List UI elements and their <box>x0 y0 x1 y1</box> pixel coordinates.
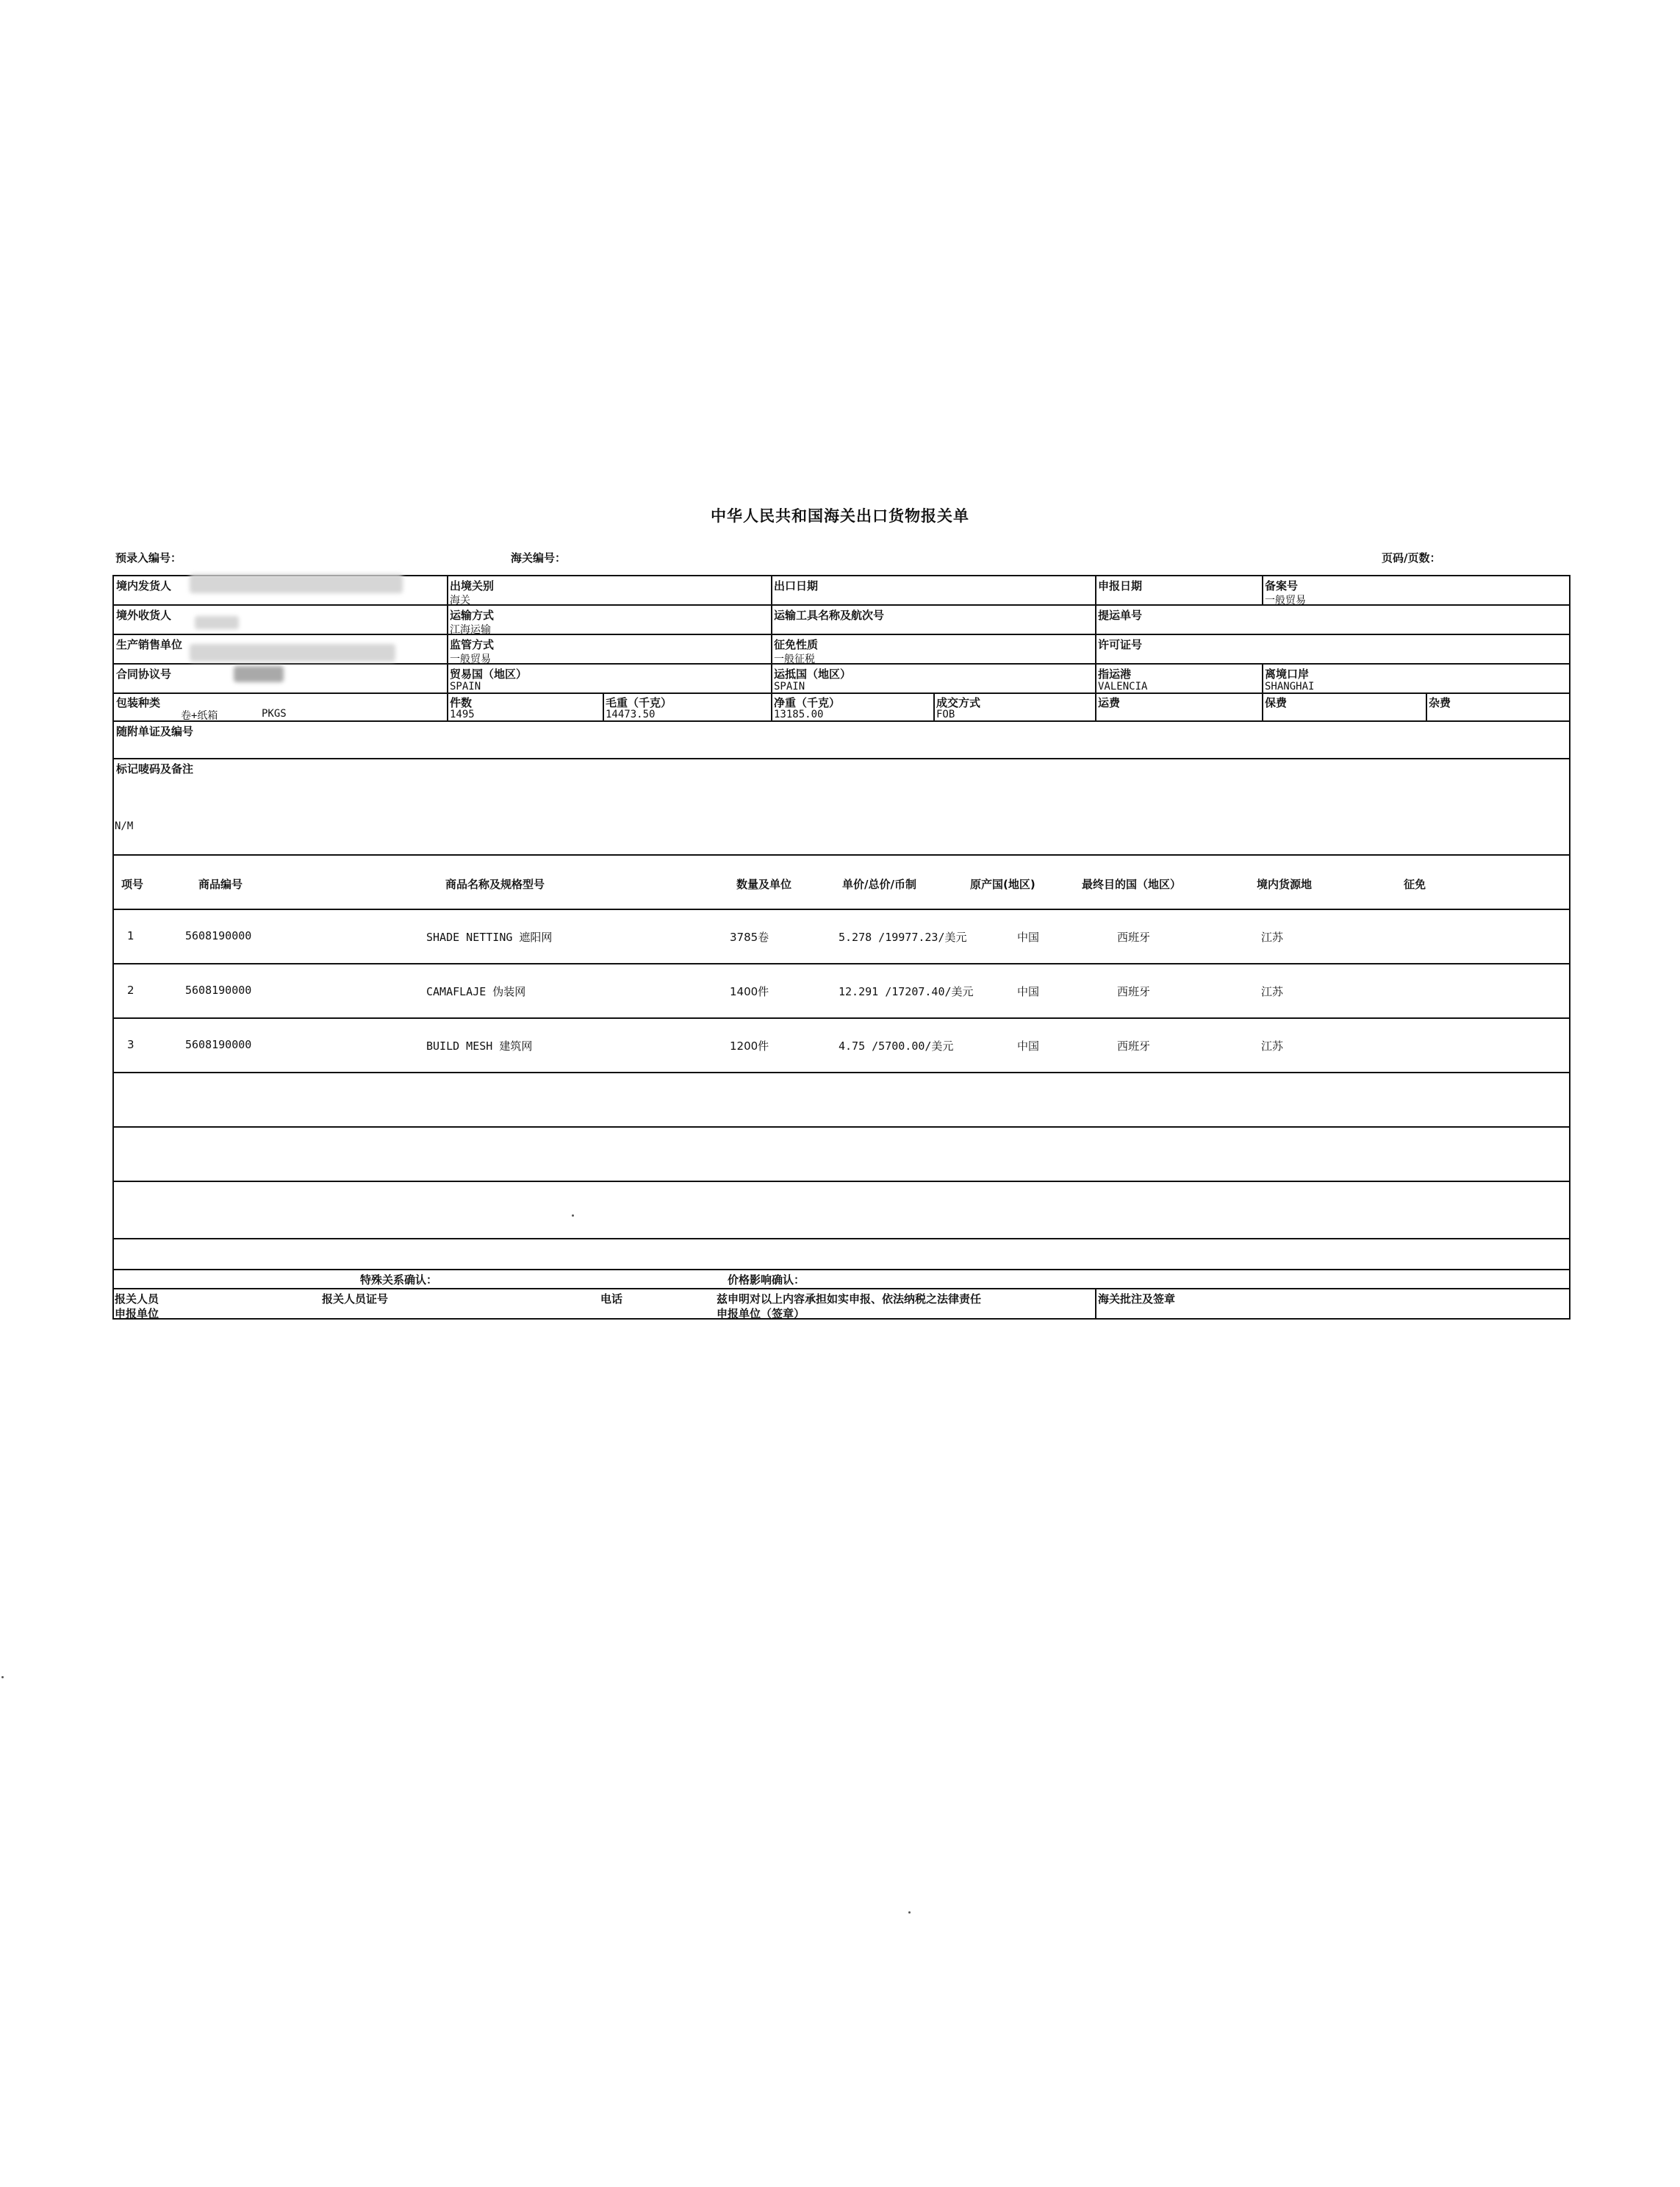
port-of-destination-label: 指运港 <box>1098 667 1132 681</box>
declaration-statement: 兹申明对以上内容承担如实申报、依法纳税之法律责任 <box>717 1292 982 1306</box>
destination-country-label: 运抵国（地区） <box>774 667 852 681</box>
domestic-shipper-label: 境内发货人 <box>116 579 172 593</box>
goods-row-2-dest: 西班牙 <box>1117 985 1151 998</box>
transport-mode-value: 江海运输 <box>450 624 491 636</box>
goods-row-2-name: CAMAFLAJE 伪装网 <box>426 985 526 998</box>
record-no-value: 一般贸易 <box>1265 595 1306 606</box>
misc-fee-label: 杂费 <box>1429 696 1451 709</box>
transport-mode-label: 运输方式 <box>450 609 495 622</box>
col-divider <box>1426 692 1427 720</box>
insurance-label: 保费 <box>1265 696 1288 709</box>
gross-weight-value: 14473.50 <box>606 709 656 720</box>
row-divider <box>112 720 1570 722</box>
destination-country-value: SPAIN <box>774 681 805 692</box>
row-divider <box>112 1269 1570 1270</box>
trade-country-label: 贸易国（地区） <box>450 667 528 681</box>
row-divider <box>112 663 1570 665</box>
pieces-label: 件数 <box>450 696 473 709</box>
page-count-label: 页码/页数： <box>1382 551 1441 565</box>
pieces-value: 1495 <box>450 709 475 720</box>
goods-row-1-source: 江苏 <box>1261 931 1284 944</box>
col-divider <box>1095 575 1096 720</box>
export-date-label: 出口日期 <box>774 579 819 593</box>
scan-speck <box>1 1676 4 1678</box>
transaction-mode-value: FOB <box>936 709 955 720</box>
redaction-blur <box>234 666 284 682</box>
goods-row-1-qty: 3785卷 <box>730 931 769 944</box>
goods-row-1-dest: 西班牙 <box>1117 931 1151 944</box>
col-final-destination: 最终目的国（地区） <box>1082 878 1182 891</box>
license-no-label: 许可证号 <box>1098 638 1143 651</box>
goods-row-2-qty: 1400件 <box>730 985 769 998</box>
row-divider <box>112 854 1570 856</box>
col-divider <box>1262 663 1263 720</box>
exit-port-value: SHANGHAI <box>1265 681 1315 692</box>
pre-entry-no-label: 预录入编号： <box>115 551 182 565</box>
scan-speck <box>572 1214 574 1217</box>
goods-row-3-dest: 西班牙 <box>1117 1039 1151 1053</box>
goods-row-1-origin: 中国 <box>1017 931 1040 944</box>
goods-row-1-name: SHADE NETTING 遮阳网 <box>426 931 553 944</box>
document-title: 中华人民共和国海关出口货物报关单 <box>711 507 969 525</box>
redaction-blur <box>190 574 403 593</box>
row-divider <box>112 692 1570 694</box>
goods-row-1-code: 5608190000 <box>185 929 252 942</box>
col-tax-exemption: 征免 <box>1404 878 1426 891</box>
supervision-mode-label: 监管方式 <box>450 638 495 651</box>
goods-row-1-price: 5.278 /19977.23/美元 <box>839 931 967 944</box>
goods-row-2-origin: 中国 <box>1017 985 1040 998</box>
scan-speck <box>908 1911 911 1914</box>
port-of-destination-value: VALENCIA <box>1098 681 1148 692</box>
row-divider <box>112 1288 1570 1289</box>
col-divider <box>603 692 604 720</box>
col-divider <box>447 575 448 720</box>
tax-nature-value: 一般征税 <box>774 654 815 665</box>
record-no-label: 备案号 <box>1265 579 1299 593</box>
trade-country-value: SPAIN <box>450 681 481 692</box>
col-commodity-name: 商品名称及规格型号 <box>445 878 545 891</box>
supervision-mode-value: 一般贸易 <box>450 654 491 665</box>
goods-row-2-code: 5608190000 <box>185 984 252 997</box>
special-relation-label: 特殊关系确认： <box>360 1273 438 1286</box>
col-divider <box>1262 575 1263 604</box>
exit-customs-label: 出境关别 <box>450 579 495 593</box>
declarant-label: 报关人员 <box>115 1292 159 1306</box>
goods-row-2-no: 2 <box>127 984 134 997</box>
attached-docs-label: 随附单证及编号 <box>116 725 194 738</box>
goods-row-3-origin: 中国 <box>1017 1039 1040 1053</box>
row-divider <box>112 1181 1570 1182</box>
goods-row-3-no: 3 <box>127 1038 134 1051</box>
customs-endorse-label: 海关批注及签章 <box>1098 1292 1176 1306</box>
gross-weight-label: 毛重（千克） <box>606 696 672 709</box>
producer-seller-label: 生产销售单位 <box>116 638 183 651</box>
net-weight-value: 13185.00 <box>774 709 824 720</box>
row-divider <box>112 909 1570 910</box>
row-divider <box>112 1238 1570 1239</box>
redaction-blur <box>190 644 395 662</box>
row-divider <box>112 1126 1570 1128</box>
net-weight-label: 净重（千克） <box>774 696 841 709</box>
col-commodity-code: 商品编号 <box>198 878 243 891</box>
phone-label: 电话 <box>600 1292 623 1306</box>
package-unit: PKGS <box>262 708 287 720</box>
declarant-seal-label: 申报单位（签章） <box>717 1307 805 1320</box>
marks-value: N/M <box>115 820 134 832</box>
freight-label: 运费 <box>1098 696 1121 709</box>
col-origin: 原产国(地区) <box>970 878 1035 891</box>
goods-row-1-no: 1 <box>127 929 134 942</box>
goods-row-3-name: BUILD MESH 建筑网 <box>426 1039 533 1053</box>
declare-date-label: 申报日期 <box>1098 579 1143 593</box>
col-price: 单价/总价/币制 <box>842 878 916 891</box>
row-divider <box>112 1017 1570 1019</box>
col-divider <box>1095 1288 1096 1320</box>
package-type-value: 卷+纸箱 <box>181 710 218 722</box>
customs-no-label: 海关编号： <box>511 551 567 565</box>
contract-no-label: 合同协议号 <box>116 667 172 681</box>
col-item-no: 项号 <box>121 878 144 891</box>
col-quantity-unit: 数量及单位 <box>736 878 792 891</box>
col-divider <box>933 692 935 720</box>
row-divider <box>112 634 1570 635</box>
exit-customs-value: 海关 <box>450 595 470 606</box>
declaration-form-frame <box>112 575 1570 1320</box>
col-divider <box>771 575 772 720</box>
col-domestic-source: 境内货源地 <box>1257 878 1313 891</box>
goods-row-2-source: 江苏 <box>1261 985 1284 998</box>
transaction-mode-label: 成交方式 <box>936 696 981 709</box>
marks-remarks-label: 标记唛码及备注 <box>116 762 194 776</box>
goods-row-3-code: 5608190000 <box>185 1038 252 1051</box>
goods-row-2-price: 12.291 /17207.40/美元 <box>839 985 974 998</box>
goods-row-3-qty: 1200件 <box>730 1039 769 1053</box>
declarant-cert-label: 报关人员证号 <box>322 1292 389 1306</box>
exit-port-label: 离境口岸 <box>1265 667 1310 681</box>
row-divider <box>112 1072 1570 1073</box>
price-impact-label: 价格影响确认： <box>728 1273 805 1286</box>
declarant-unit-label: 申报单位 <box>115 1307 159 1320</box>
row-divider <box>112 604 1570 606</box>
row-divider <box>112 963 1570 964</box>
row-divider <box>112 758 1570 759</box>
redaction-blur <box>195 616 239 629</box>
package-type-label: 包装种类 <box>116 696 161 709</box>
overseas-consignee-label: 境外收货人 <box>116 609 172 622</box>
tax-nature-label: 征免性质 <box>774 638 819 651</box>
bill-of-lading-label: 提运单号 <box>1098 609 1143 622</box>
goods-row-3-source: 江苏 <box>1261 1039 1284 1053</box>
goods-row-3-price: 4.75 /5700.00/美元 <box>839 1039 954 1053</box>
vessel-voyage-label: 运输工具名称及航次号 <box>774 609 885 622</box>
